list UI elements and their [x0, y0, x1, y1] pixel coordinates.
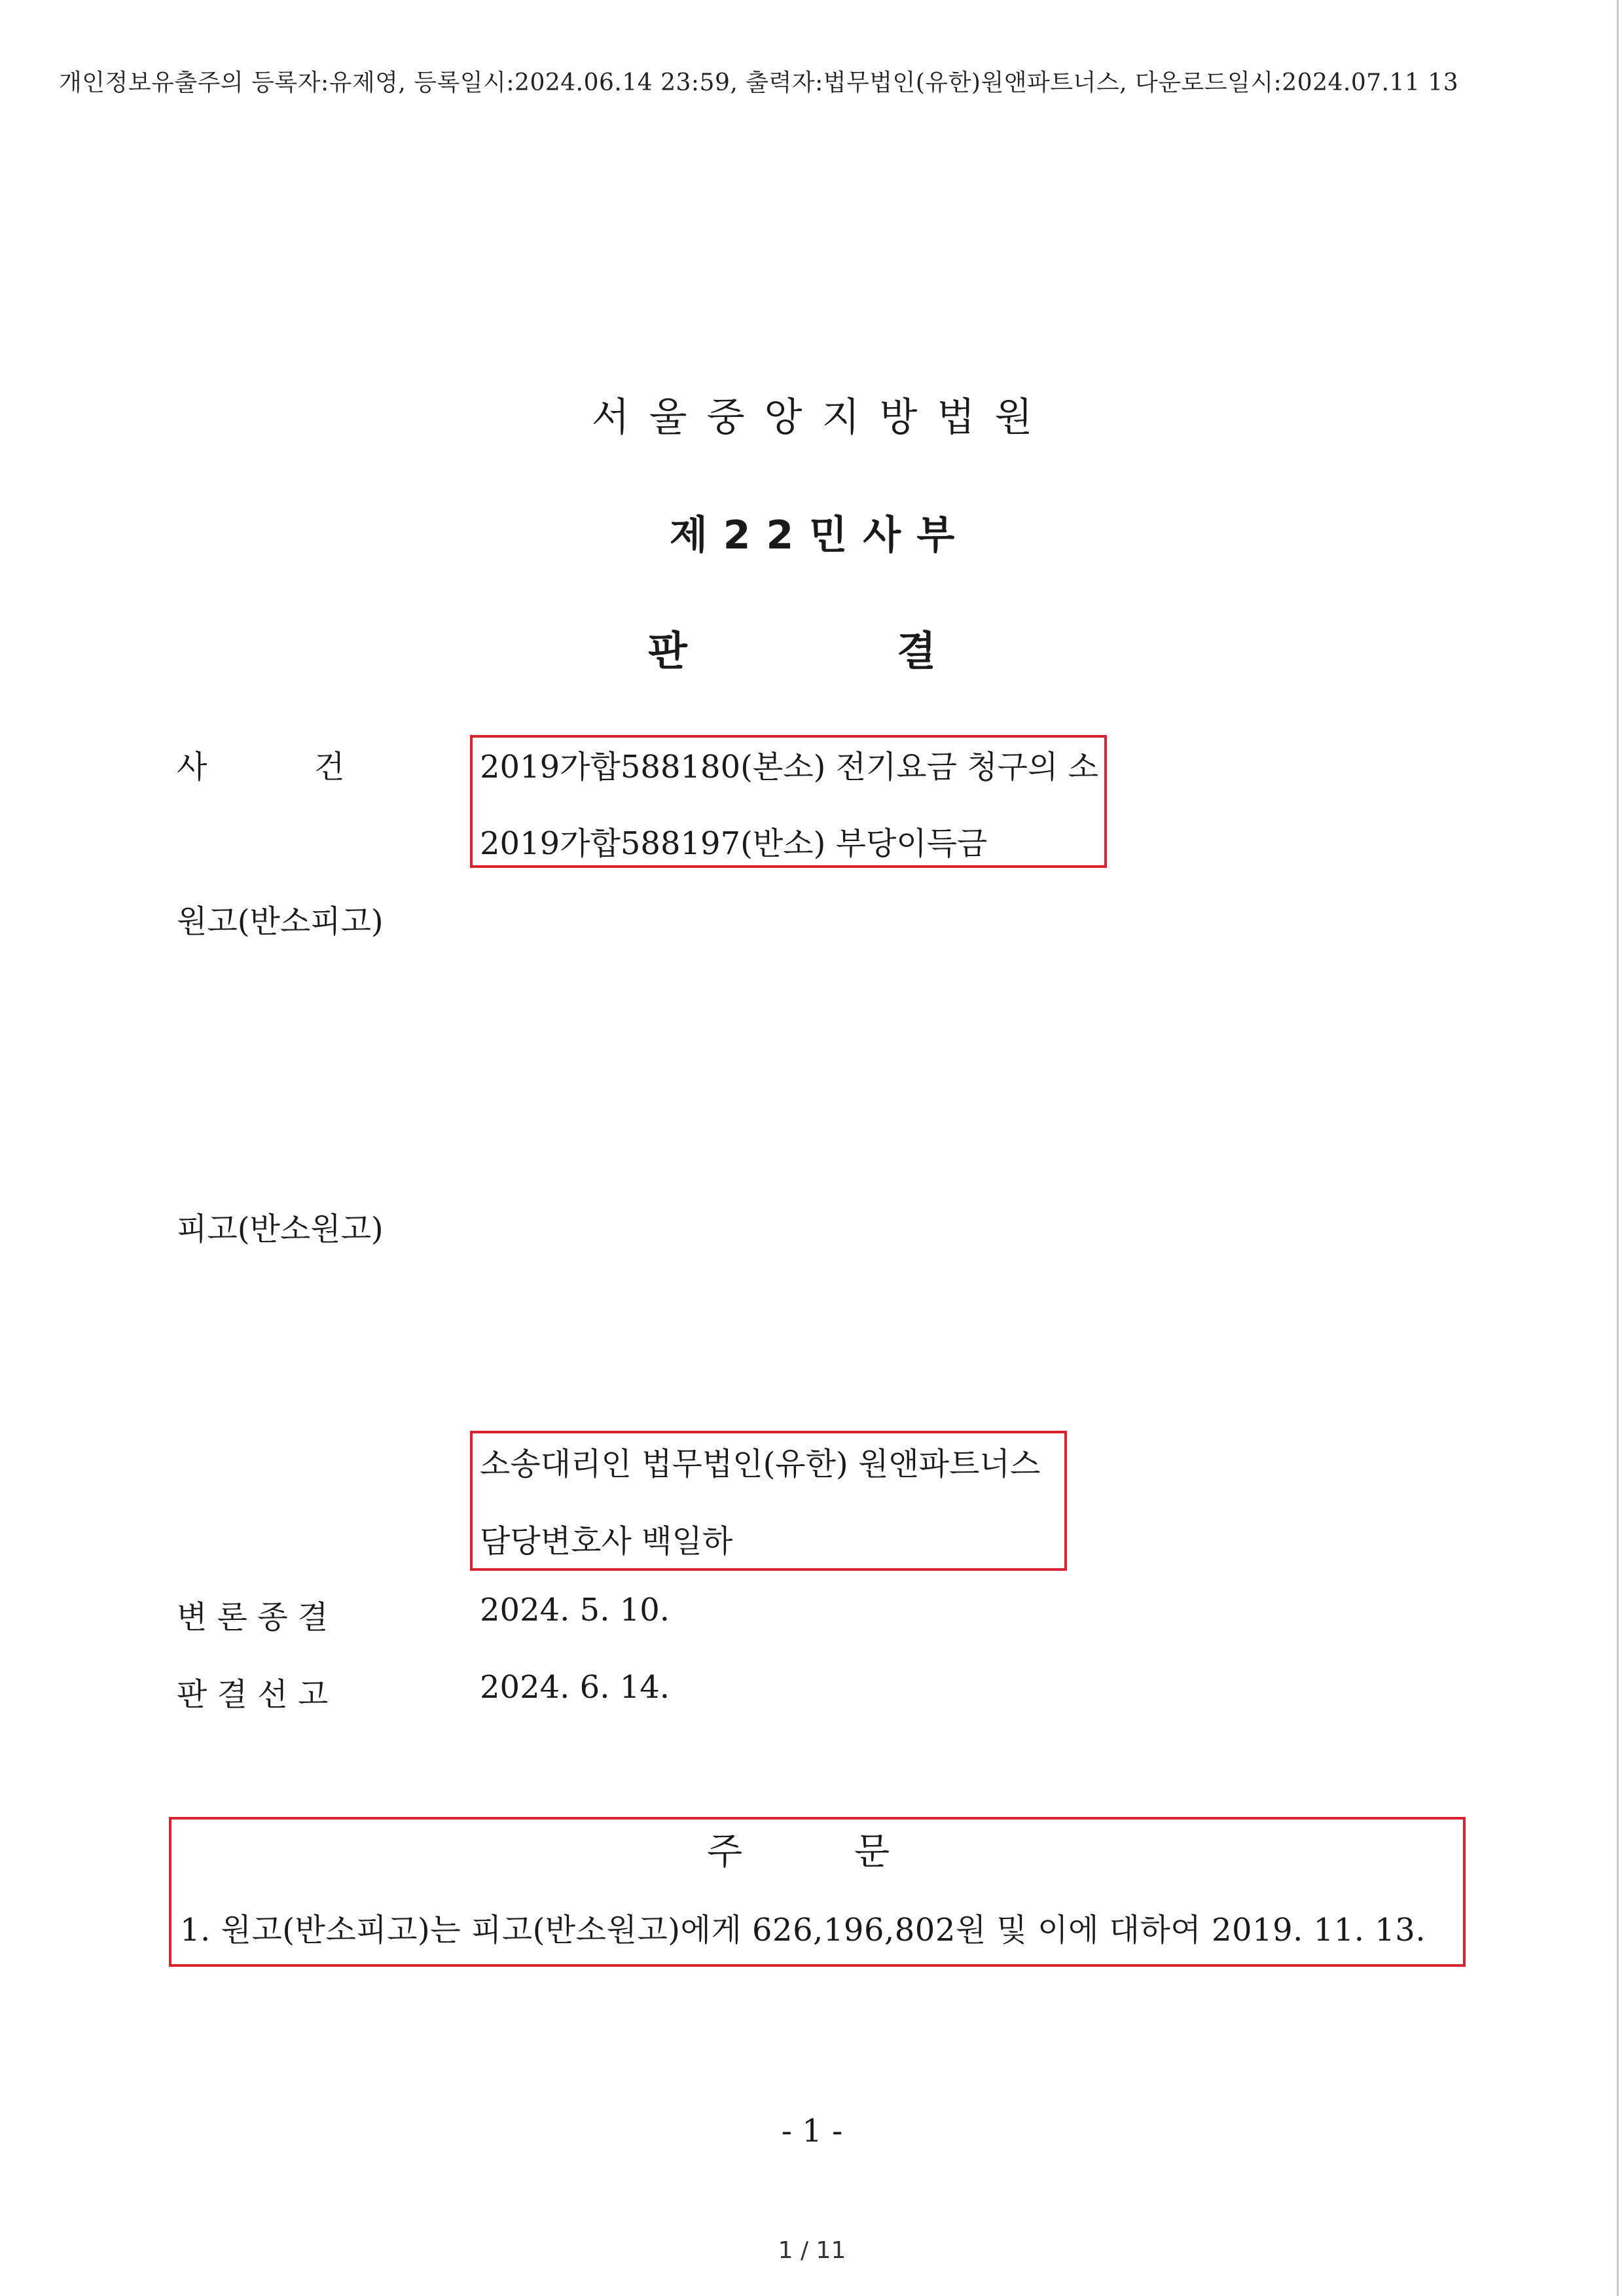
case-line-1: 2019가합588180(본소) 전기요금 청구의 소: [480, 749, 1099, 785]
defendant-label: 피고(반소원고): [177, 1211, 384, 1247]
division-name: 제22민사부: [669, 512, 971, 558]
court-name: 서울중앙지방법원: [591, 395, 1053, 440]
closing-date: 2024. 5. 10.: [480, 1592, 670, 1628]
plaintiff-label: 원고(반소피고): [177, 903, 384, 940]
order-title-left: 주: [707, 1831, 743, 1873]
case-line-2: 2019가합588197(반소) 부당이득금: [480, 825, 988, 862]
order-title-right: 문: [854, 1831, 890, 1873]
judgment-date: 2024. 6. 14.: [480, 1669, 670, 1706]
page-edge-line: [1617, 0, 1619, 2296]
doc-type-right: 결: [897, 627, 936, 675]
order-item-1: 1. 원고(반소피고)는 피고(반소원고)에게 626,196,802원 및 이에 대하여 2019. 11. 13.: [180, 1912, 1426, 1948]
download-header: 개인정보유출주의 등록자:유제영, 등록일시:2024.06.14 23:59, 출력자:법무법인(유한)원앤파트너스, 다운로드일시:2024.07.11 13: [59, 69, 1459, 96]
judgment-label: 판 결 선 고: [177, 1676, 329, 1713]
counsel-line-2: 담당변호사 백일하: [480, 1523, 733, 1560]
doc-type-left: 판: [648, 627, 687, 675]
counsel-line-1: 소송대리인 법무법인(유한) 원앤파트너스: [480, 1446, 1041, 1482]
closing-label: 변 론 종 결: [177, 1599, 329, 1636]
page-marker: - 1 -: [781, 2113, 843, 2149]
page-count: 1 / 11: [778, 2237, 846, 2264]
case-label-right: 건: [314, 749, 345, 785]
case-label-left: 사: [177, 749, 208, 785]
